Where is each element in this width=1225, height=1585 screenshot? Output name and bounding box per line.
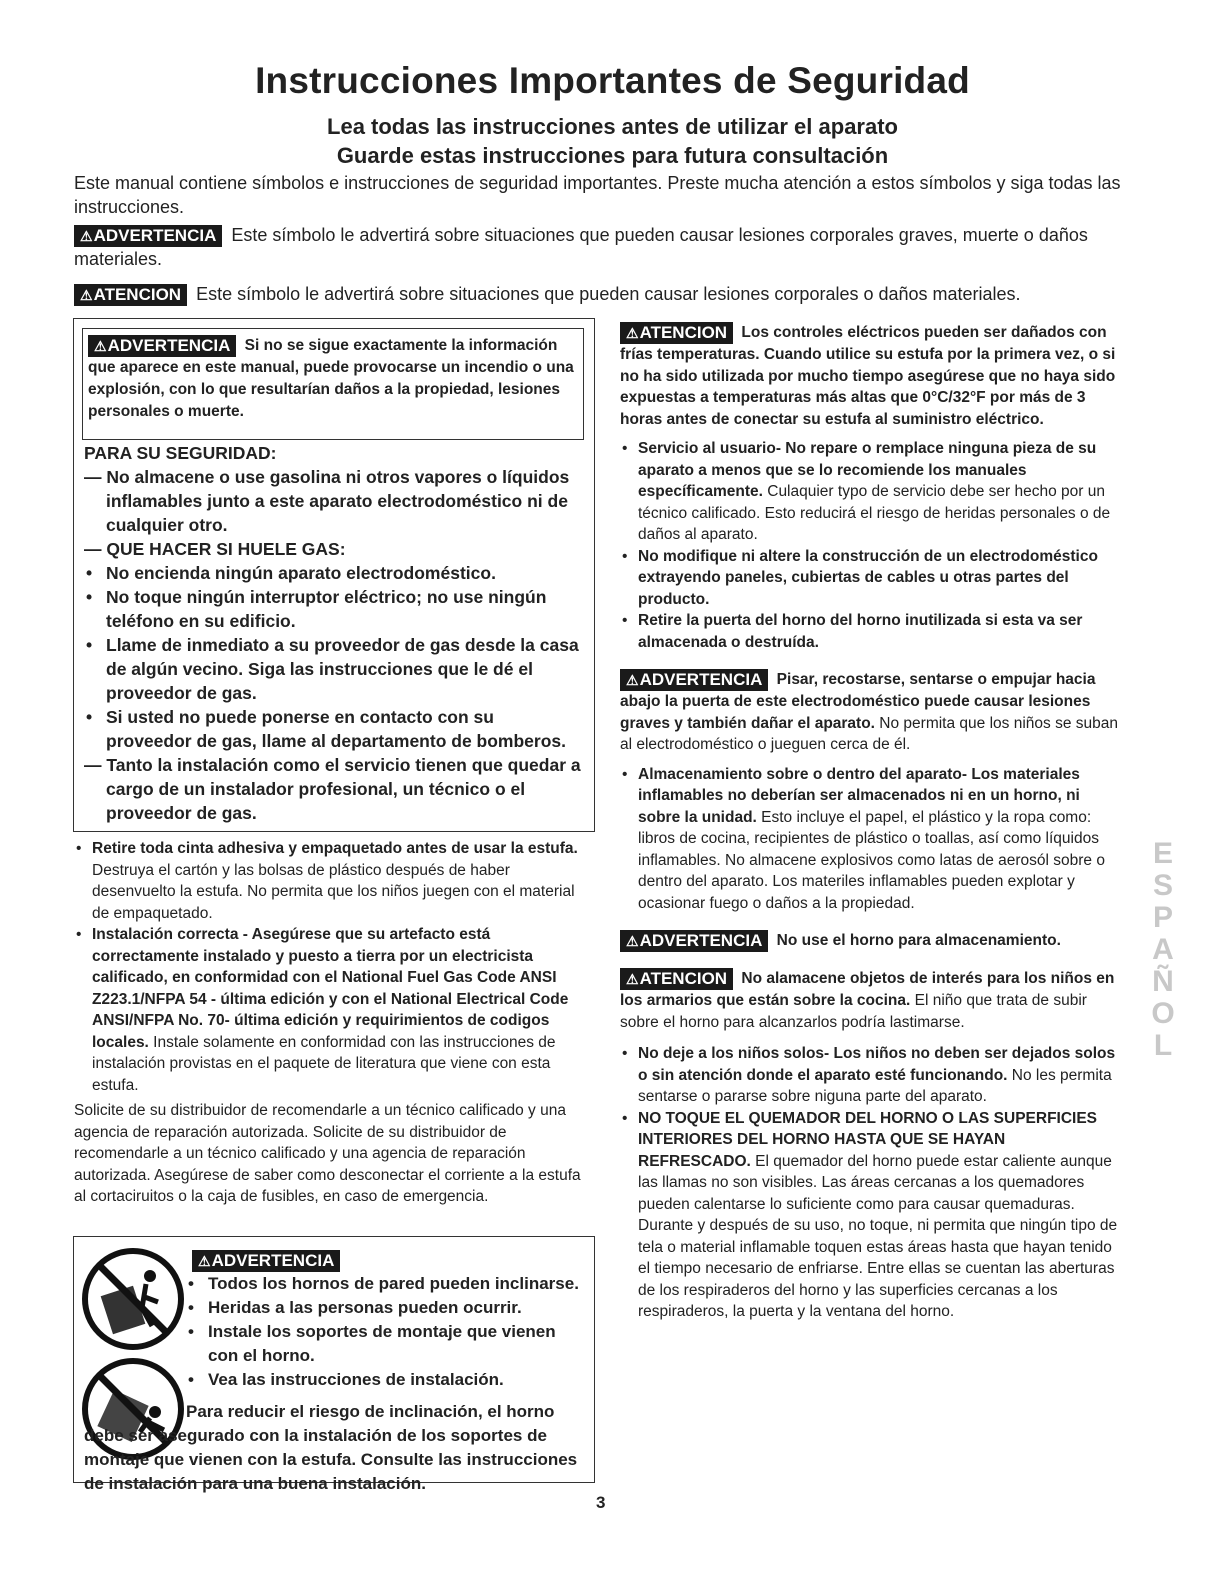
atencion-children: ⚠ATENCION No alamacene objetos de interés para los niños en los armarios que están sobre la cocina. El niño que trata de subir sobre el horno para alcanzarlos podría lastimarse. — [620, 969, 1115, 1031]
warning-triangle-icon: ⚠ — [80, 228, 93, 245]
subtitle-read: Lea todas las instrucciones antes de utilizar el aparato — [327, 114, 898, 139]
safety-item: — Tanto la instalación como el servicio tienen que quedar a cargo de un instalador profesional, un técnico o el proveedor de gas. — [84, 755, 581, 823]
atencion-definition: ⚠ATENCION Este símbolo le advertirá sobre situaciones que pueden causar lesiones corporales o daños materiales. — [74, 282, 1154, 306]
page-title: Instrucciones Importantes de Seguridad — [255, 60, 970, 101]
advertencia-badge: ⚠ADVERTENCIA — [620, 669, 768, 691]
left-bullets — [74, 838, 584, 1208]
tip-item: • Instale los soportes de montaje que vienen con el horno. — [188, 1322, 556, 1365]
tip-item: • Vea las instrucciones de instalación. — [188, 1370, 504, 1389]
advertencia-badge: ⚠ADVERTENCIA — [88, 335, 236, 357]
advertencia-badge: ⚠ADVERTENCIA — [192, 1250, 340, 1272]
advertencia-definition: ⚠ADVERTENCIA Este símbolo le advertirá sobre situaciones que pueden causar lesiones corporales graves, muerte o daños materiales. — [74, 225, 1088, 270]
safety-item: • Llame de inmediato a su proveedor de gas desde la casa de algún vecino. Siga las instrucciones que le dé el proveedor de gas. — [86, 635, 579, 703]
service-paragraph: Solicite de su distribuidor de recomendarle a un técnico calificado y una agencia de reparación autorizada. Solicite de su distribuidor de recomendarle a un técnico calificado y una agencia de reparación autorizada. Asegúrese de saber como desconectar el corriente a la estufa al cortaciruitos o la caja de fusibles, en caso de emergencia. — [74, 1102, 581, 1205]
warning-triangle-icon: ⚠ — [80, 287, 93, 304]
atencion-badge: ⚠ATENCION — [620, 968, 733, 990]
language-side-tab: ESPAÑOL — [1151, 837, 1175, 1062]
atencion-controls: ⚠ATENCION Los controles eléctricos pueden ser dañados con frías temperaturas. Cuando utilice su estufa por la primera vez, o si no ha sido utilizada por mucho tiempo asegúrese que no haya sido expuestas a temperaturas más altas que 0°C/32°F por más de 3 horas antes de conectar su estufa al suministro eléctrico. — [620, 323, 1116, 428]
list-item: • Servicio al usuario- No repare o remplace ninguna pieza de su aparato a menos que se lo recomiende los manuales específicamente. Culaquier typo de servicio debe ser hecho por un técnico calificado. Esto reducirá el riesgo de heridas personales o de daños al aparato. — [622, 440, 1111, 543]
warning-triangle-icon: ⚠ — [94, 338, 107, 354]
intro-text: Este manual contiene símbolos e instrucciones de seguridad importantes. Preste mucha atención a estos símbolos y siga todas las instrucciones. — [74, 173, 1121, 217]
safety-list — [84, 441, 584, 825]
safety-heading: PARA SU SEGURIDAD: — [84, 443, 277, 463]
atencion-badge: ⚠ATENCION — [620, 322, 733, 344]
list-item: • Almacenamiento sobre o dentro del aparato- Los materiales inflamables no deberían ser almacenados ni en un horno, ni sobre la unidad. Esto incluye el papel, el plástico y la ropa como: libros de cocina, recipientes de plástico o toallas, así como líquidos inflamables. No almacene explosivos como latas de aerosól sobre o dentro del aparato. Los materiles inflamables pueden explotar y ocasionar fuego o daños a la propiedad. — [622, 765, 1105, 912]
warning-triangle-icon: ⚠ — [198, 1252, 211, 1269]
tip-warning-text — [186, 1248, 586, 1392]
advertencia-badge: ⚠ADVERTENCIA — [620, 930, 768, 952]
warning-triangle-icon: ⚠ — [626, 325, 639, 341]
list-item: • Instalación correcta - Asegúrese que su artefacto está correctamente instalado y puesto a tierra por un electricista calificado, en conformidad con el National Fuel Gas Code ANSI Z223.1/NFPA 54 - última edición y con el National Electrical Code ANSI/NFPA No. 70- última edición y requirimientos de codigos locales. Instale solamente en conformidad con las instrucciones de instalación provistas en el paquete de literatura que viene con esta estufa. — [76, 926, 569, 1094]
atencion-badge: ⚠ATENCION — [74, 284, 187, 306]
safety-item: • No encienda ningún aparato electrodoméstico. — [86, 563, 496, 583]
safety-item: • No toque ningún interruptor eléctrico; no use ningún teléfono en su edificio. — [86, 587, 547, 631]
page-number: 3 — [596, 1493, 606, 1512]
list-item: • No modifique ni altere la construcción de un electrodoméstico extrayendo paneles, cubiertas de cables u otras partes del producto. — [622, 547, 1098, 608]
list-item: • NO TOQUE EL QUEMADOR DEL HORNO O LAS SUPERFICIES INTERIORES DEL HORNO HASTA QUE SE HAYAN REFRESCADO. El quemador del horno puede estar caliente aunque las llamas no son visibles. Las áreas cercanas a los quemadores pueden calentarse lo suficiente como para causar quemaduras. Durante y después de su uso, no toque, ni permita que ningún tipo de tela o material inflamable toquen estas áreas hasta que hayan tenido el tiempo necesario de enfriarse. Entre ellas se cuentan las aberturas de los respiraderos del horno y las superficies cercanas a los respiraderos, la puerta y la ventana del horno. — [622, 1109, 1118, 1320]
safety-item: — QUE HACER SI HUELE GAS: — [84, 539, 346, 559]
warning-triangle-icon: ⚠ — [626, 672, 639, 688]
safety-item: • Si usted no puede ponerse en contacto con su proveedor de gas, llame al departamento de bomberos. — [86, 707, 566, 751]
subtitle-keep: Guarde estas instrucciones para futura consultación — [336, 143, 889, 168]
list-item: • Retire la puerta del horno del horno inutilizada si esta va ser almacenada o destruída. — [622, 612, 1083, 651]
warning-triangle-icon: ⚠ — [626, 971, 639, 987]
warning-triangle-icon: ⚠ — [626, 933, 639, 949]
explosion-warning: ⚠ADVERTENCIA Si no se sigue exactamente la información que aparece en este manual, puede provocarse un incendio o una explosión, con lo que resultarían daños a la propiedad, lesiones personales o muerte. — [88, 336, 574, 421]
right-column — [620, 322, 1120, 1323]
tip-item: • Todos los hornos de pared pueden inclinarse. — [188, 1274, 579, 1293]
advertencia-door: ⚠ADVERTENCIA Pisar, recostarse, sentarse o empujar hacia abajo la puerta de este electrodoméstico puede causar lesiones graves y también dañar el aparato. No permita que los niños se suban al electrodoméstico o jueguen cerca de él. — [620, 670, 1118, 753]
advertencia-storage: ⚠ADVERTENCIA No use el horno para almacenamiento. — [620, 930, 1120, 952]
tip-paragraph: Para reducir el riesgo de inclinación, el horno debe ser asegurado con la instalación de los soportes de montaje que vienen con la estufa. Consulte las instrucciones de instalación para una buena instalación. — [84, 1402, 578, 1493]
tip-over-icon — [80, 1246, 186, 1352]
tip-item: • Heridas a las personas pueden ocurrir. — [188, 1298, 522, 1317]
list-item: • No deje a los niños solos- Los niños no deben ser dejados solos o sin atención donde el aparato esté funcionando. No les permita sentarse o pararse sobre niguna parte del aparato. — [622, 1045, 1116, 1105]
list-item: • Retire toda cinta adhesiva y empaquetado antes de usar la estufa. Destruya el cartón y las bolsas de plástico después de haber desenvuelto la estufa. No permita que los niños juegen con el material de empaquetado. — [76, 840, 578, 922]
advertencia-badge: ⚠ADVERTENCIA — [74, 225, 222, 247]
safety-item: — No almacene o use gasolina ni otros vapores o líquidos inflamables junto a este aparato electrodoméstico ni de cualquier otro. — [84, 467, 570, 535]
